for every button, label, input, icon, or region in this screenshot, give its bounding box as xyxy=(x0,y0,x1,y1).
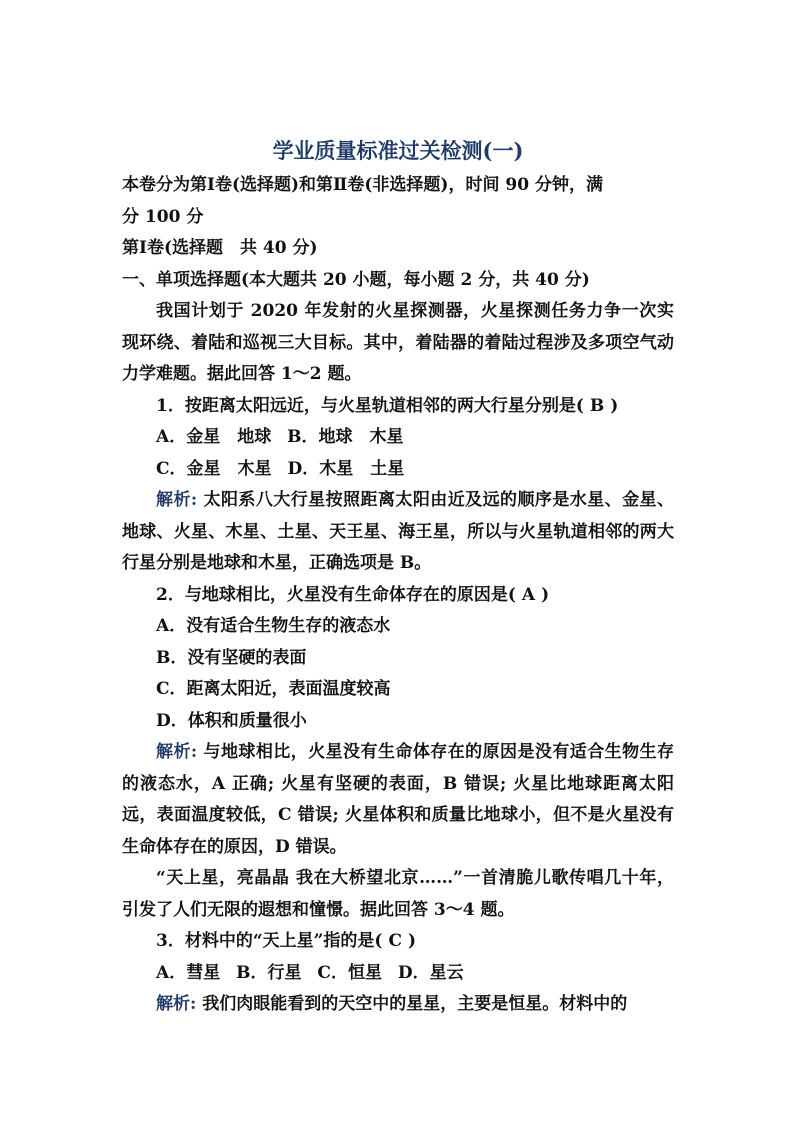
question-3-answer: C xyxy=(388,931,402,951)
document-title: 学业质量标准过关检测(一) xyxy=(272,138,524,163)
question-3-option-d: D．星云 xyxy=(397,962,464,983)
question-1-option-b: B．地球 木星 xyxy=(287,427,404,447)
explanation-label: 解析: xyxy=(156,490,198,510)
question-3-option-a: A．彗星 xyxy=(156,962,221,983)
part-title: 第Ⅰ卷(选择题 共 40 分) xyxy=(122,238,318,258)
question-1-options-row-1 xyxy=(122,422,674,454)
intro-line-2: 分 100 分 xyxy=(122,206,204,227)
question-3-options-row xyxy=(122,958,674,990)
question-1-explanation-text: 太阳系八大行星按照距离太阳由近及远的顺序是水星、金星、地球、火星、木星、土星、天王星、海王星，所以与火星轨道相邻的两大行星分别是地球和木星，正确选项是 B。 xyxy=(122,490,675,573)
question-2-stem: 2．与地球相比，火星没有生命体存在的原因是( xyxy=(156,584,516,605)
question-1-close: ) xyxy=(610,395,619,416)
document-content xyxy=(122,132,674,1021)
intro-line-1: 本卷分为第Ⅰ卷(选择题)和第Ⅱ卷(非选择题)，时间 90 分钟，满 xyxy=(122,175,603,195)
question-1-stem: 1．按距离太阳远近，与火星轨道相邻的两大行星分别是( xyxy=(156,395,584,416)
question-1 xyxy=(122,391,674,423)
question-3 xyxy=(122,926,674,958)
question-3-close: ) xyxy=(407,931,417,951)
question-2-option-a: A．没有适合生物生存的液态水 xyxy=(156,616,391,636)
question-1-explanation xyxy=(122,485,674,580)
question-2 xyxy=(122,580,674,612)
question-1-option-c: C．金星 木星 xyxy=(156,458,272,479)
question-2-option-b: B．没有坚硬的表面 xyxy=(156,647,307,668)
question-3-explanation-text: 我们肉眼能看到的天空中的星星，主要是恒星。材料中的 xyxy=(196,994,628,1014)
question-2-close: ) xyxy=(541,584,550,605)
question-1-option-a: A．金星 地球 xyxy=(156,427,272,447)
material-1: 我国计划于 2020 年发射的火星探测器，火星探测任务力争一次实现环绕、着陆和巡视三大目标。其中，着陆器的着陆过程涉及多项空气动力学难题。据此回答 1～2 题。 xyxy=(122,301,674,384)
section-title: 一、单项选择题(本大题共 20 小题，每小题 2 分，共 40 分) xyxy=(122,269,590,290)
question-2-explanation xyxy=(122,737,674,863)
question-3-option-b: B．行星 xyxy=(236,962,302,983)
question-3-option-c: C．恒星 xyxy=(317,962,382,983)
question-1-answer: B xyxy=(589,395,605,416)
explanation-label: 解析: xyxy=(156,994,197,1014)
question-3-stem: 3．材料中的“天上星”指的是( xyxy=(156,931,383,951)
question-2-explanation-text: 与地球相比，火星没有生命体存在的原因是没有适合生物生存的液态水，A 正确; 火星有坚硬的表面，B 错误; 火星比地球距离太阳远，表面温度较低，C 错误; 火星体积和质量比地球小，但不是火星没有生命体存在的原因，D 错误。 xyxy=(122,742,675,857)
question-1-option-d: D．木星 土星 xyxy=(287,458,405,479)
question-2-answer: A xyxy=(521,584,536,605)
question-1-options-row-2 xyxy=(122,454,674,486)
explanation-label: 解析: xyxy=(156,742,198,762)
question-3-explanation xyxy=(122,989,674,1021)
question-2-option-c: C．距离太阳近，表面温度较高 xyxy=(156,679,391,699)
question-2-option-d: D．体积和质量很小 xyxy=(156,710,307,731)
material-2: “天上星，亮晶晶 我在大桥望北京……”一首清脆儿歌传唱几十年，引发了人们无限的遐想和憧憬。据此回答 3～4 题。 xyxy=(122,868,674,920)
